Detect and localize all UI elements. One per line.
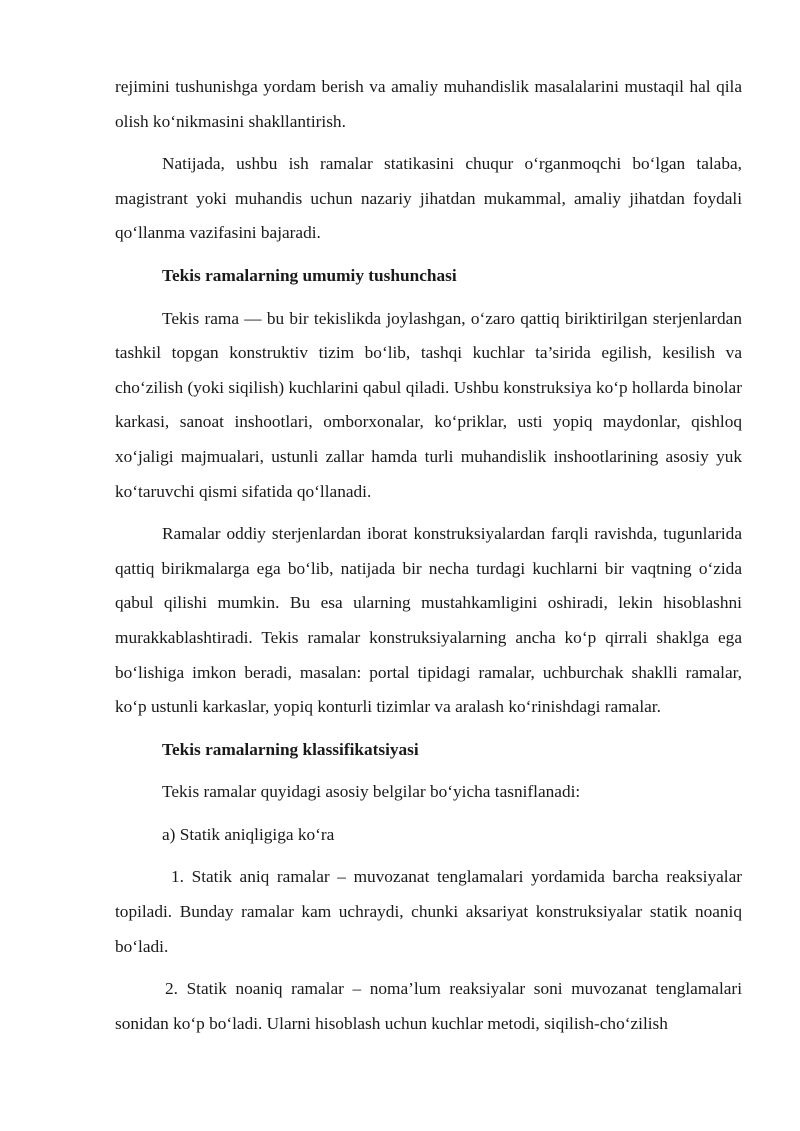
paragraph-frames-features: Ramalar oddiy sterjenlardan iborat konstruksiyalardan farqli ravishda, tugunlarida qattiq birikmalarga ega bo‘lib, natijada bir necha turdagi kuchlarni bir vaqtning o‘zida qabul qilishi mumkin. Bu esa ularning mustahkamligini oshiradi, lekin hisoblashni murakkablashtiradi. Tekis ramalar konstruksiyalarning ancha ko‘p qirrali shaklga ega bo‘lishiga imkon beradi, masalan: portal tipidagi ramalar, uchburchak shaklli ramalar, ko‘p ustunli karkaslar, yopiq konturli tizimlar va aralash ko‘rinishdagi ramalar.: [115, 524, 742, 717]
list-item-statically-indeterminate: 2. Statik noaniq ramalar – noma’lum reaksiyalar soni muvozanat tenglamalari sonidan ko‘p bo‘ladi. Ularni hisoblash uchun kuchlar metodi, siqilish-cho‘zilish: [115, 979, 742, 1033]
paragraph-conclusion: Natijada, ushbu ish ramalar statikasini chuqur o‘rganmoqchi bo‘lgan talaba, magistrant yoki muhandis uchun nazariy jihatdan mukammal, amaliy jihatdan foydali qo‘llanma vazifasini bajaradi.: [115, 154, 742, 243]
page-content: [115, 70, 742, 1041]
list-item-statically-determinate: 1. Statik aniq ramalar – muvozanat tenglamalari yordamida barcha reaksiyalar topiladi. Bunday ramalar kam uchraydi, chunki aksariyat konstruksiyalar statik noaniq bo‘ladi.: [115, 867, 742, 956]
list-heading-static-determinacy: a) Statik aniqligiga ko‘ra: [162, 824, 335, 844]
section-heading-classification: Tekis ramalarning klassifikatsiyasi: [162, 739, 419, 759]
paragraph-classification-intro: Tekis ramalar quyidagi asosiy belgilar bo‘yicha tasniflanadi:: [162, 782, 581, 802]
section-heading-general-concept: Tekis ramalarning umumiy tushunchasi: [162, 265, 457, 285]
paragraph-definition: Tekis rama — bu bir tekislikda joylashgan, o‘zaro qattiq biriktirilgan sterjenlardan tashkil topgan konstruktiv tizim bo‘lib, tashqi kuchlar ta’sirida egilish, kesilish va cho‘zilish (yoki siqilish) kuchlarini qabul qiladi. Ushbu konstruksiya ko‘p hollarda binolar karkasi, sanoat inshootlari, omborxonalar, ko‘priklar, usti yopiq maydonlar, qishloq xo‘jaligi majmualari, ustunli zallar hamda turli muhandislik inshootlarining asosiy yuk ko‘taruvchi qismi sifatida qo‘llanadi.: [115, 308, 742, 501]
paragraph-intro-continuation: rejimini tushunishga yordam berish va amaliy muhandislik masalalarini mustaqil hal qila olish ko‘nikmasini shakllantirish.: [115, 77, 742, 131]
